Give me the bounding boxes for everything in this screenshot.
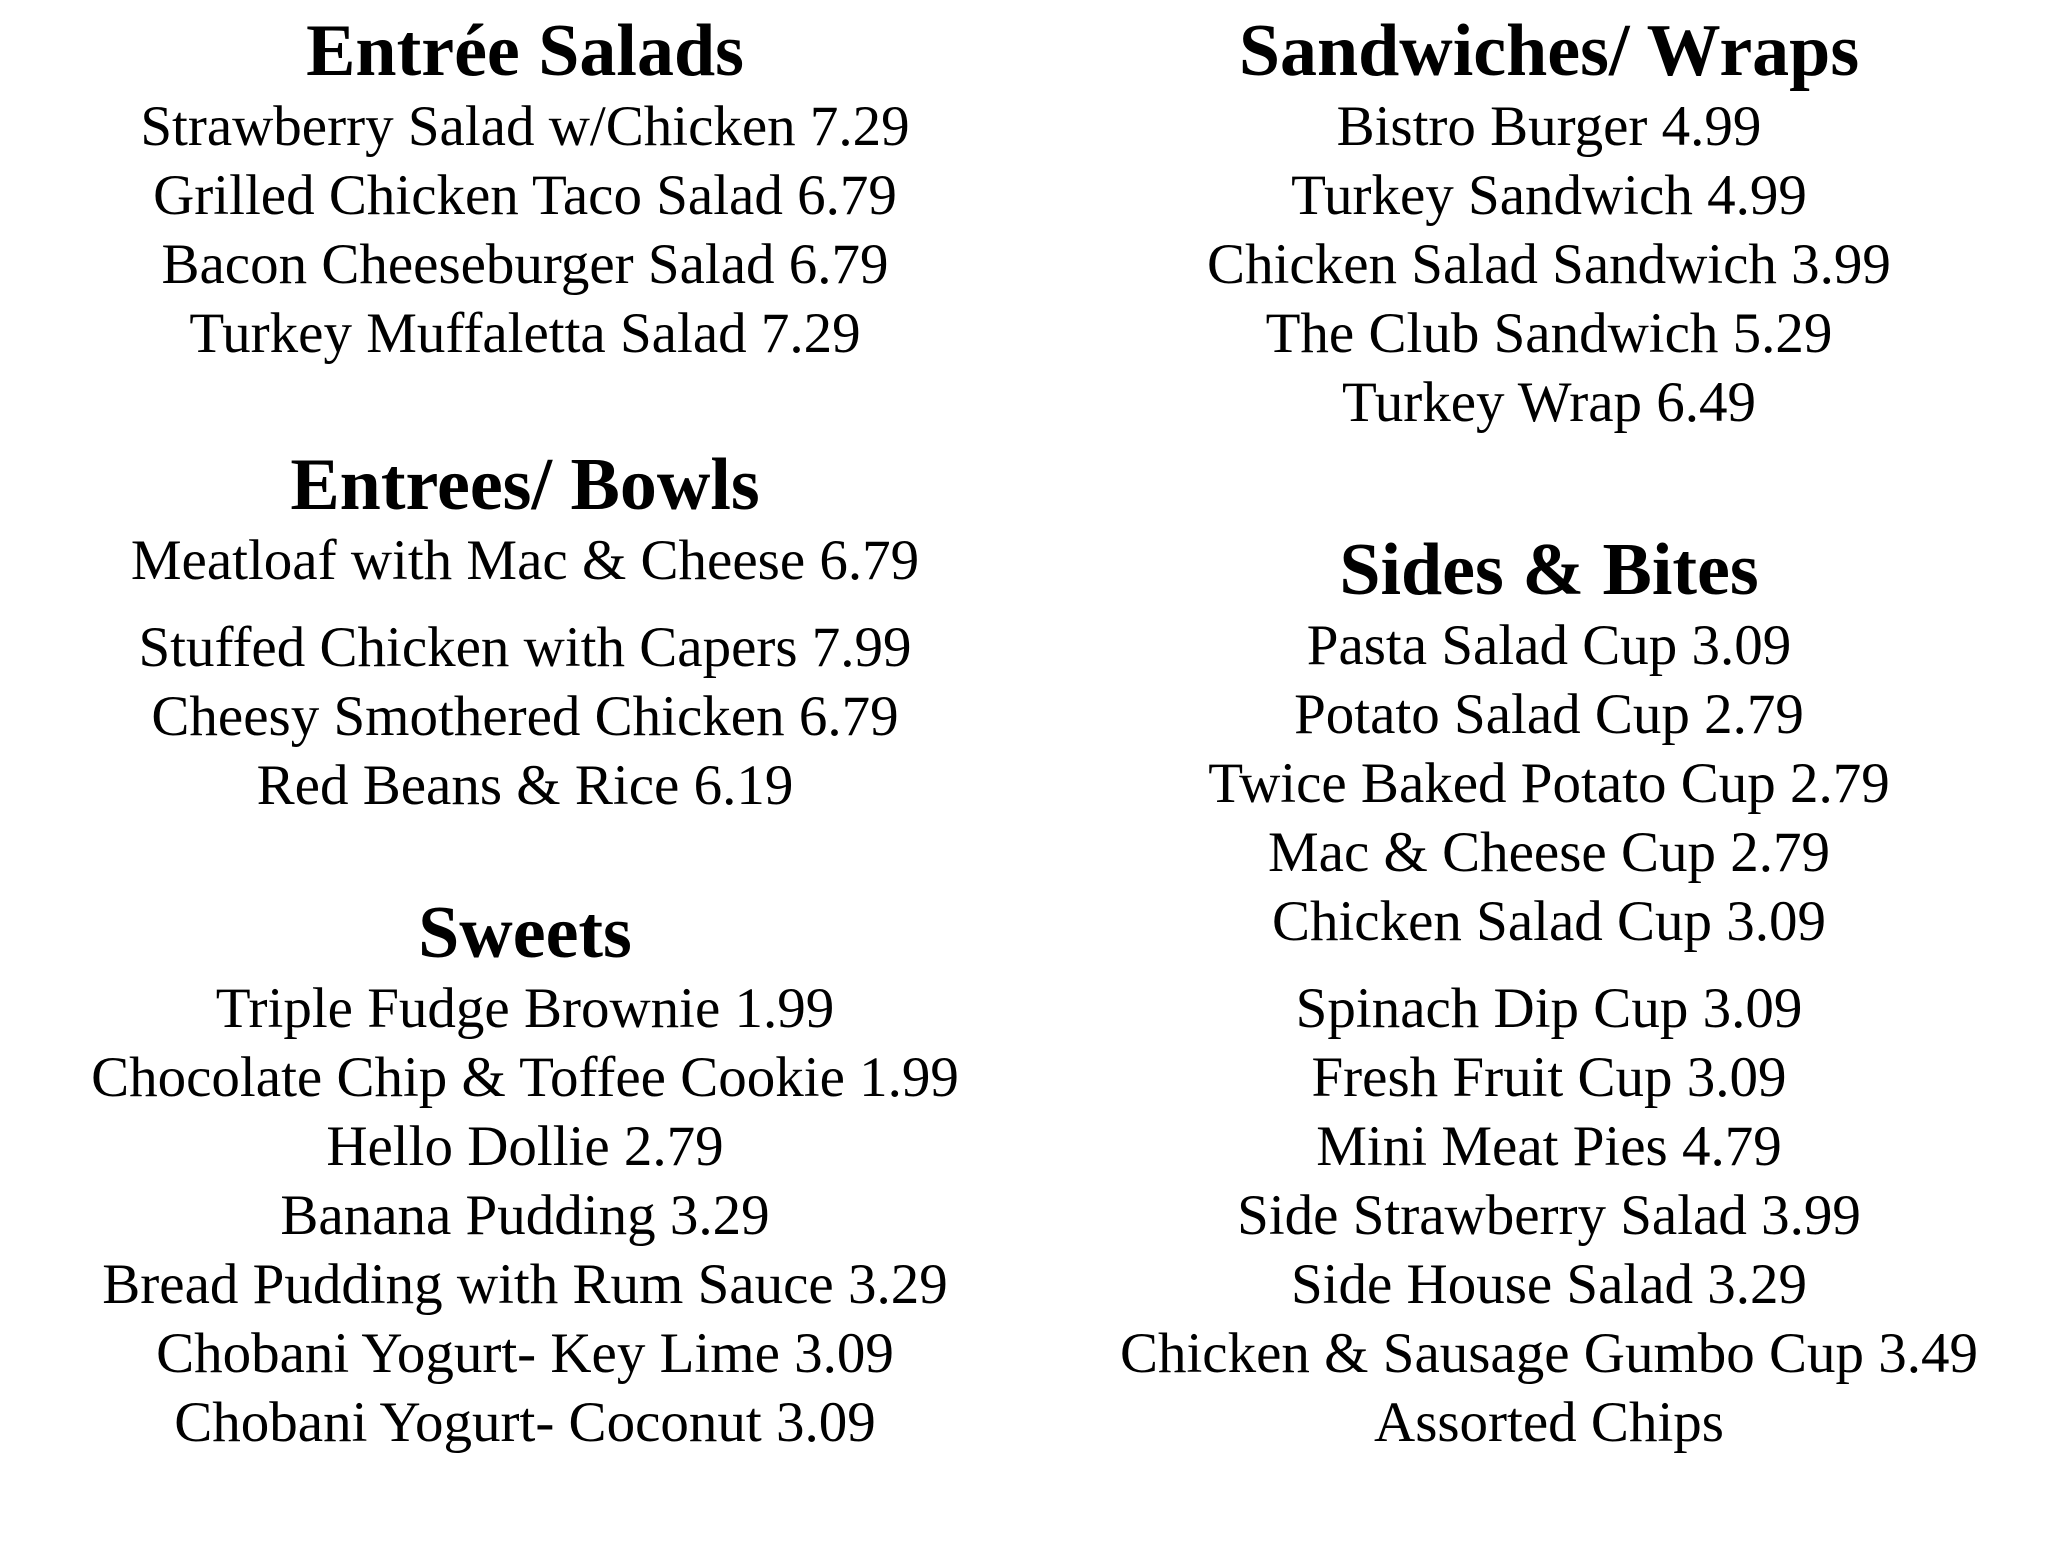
section-heading: Entrees/ Bowls <box>290 444 760 526</box>
menu-item: Chicken Salad Sandwich 3.99 <box>1207 233 1891 296</box>
menu-item: Turkey Wrap 6.49 <box>1341 371 1757 434</box>
menu-item: Mini Meat Pies 4.79 <box>1316 1115 1782 1178</box>
menu-item: Fresh Fruit Cup 3.09 <box>1311 1046 1787 1109</box>
item-list <box>1050 611 2048 1457</box>
menu-item: Bread Pudding with Rum Sauce 3.29 <box>102 1253 948 1316</box>
menu-item: Spinach Dip Cup 3.09 <box>1295 977 1803 1040</box>
menu-item: The Club Sandwich 5.29 <box>1265 302 1833 365</box>
menu-item: Stuffed Chicken with Capers 7.99 <box>138 616 912 679</box>
menu-item: Bistro Burger 4.99 <box>1336 95 1762 158</box>
menu-item: Strawberry Salad w/Chicken 7.29 <box>140 95 910 158</box>
menu-item: Turkey Sandwich 4.99 <box>1291 164 1807 227</box>
menu-item: Grilled Chicken Taco Salad 6.79 <box>153 164 897 227</box>
item-list <box>1050 92 2048 437</box>
item-list <box>0 92 1050 368</box>
menu-item: Red Beans & Rice 6.19 <box>256 754 794 817</box>
menu-item: Chocolate Chip & Toffee Cookie 1.99 <box>91 1046 959 1109</box>
menu-item: Potato Salad Cup 2.79 <box>1294 683 1804 746</box>
menu-item: Mac & Cheese Cup 2.79 <box>1268 821 1830 884</box>
menu-item: Bacon Cheeseburger Salad 6.79 <box>161 233 889 296</box>
section-sandwiches-wraps <box>1050 10 2048 437</box>
menu-item: Banana Pudding 3.29 <box>280 1184 770 1247</box>
section-heading: Sandwiches/ Wraps <box>1238 10 1860 92</box>
item-list <box>0 974 1050 1457</box>
item-list <box>0 526 1050 820</box>
menu-item: Side Strawberry Salad 3.99 <box>1237 1184 1861 1247</box>
menu-item: Meatloaf with Mac & Cheese 6.79 <box>130 529 920 592</box>
menu-item: Chobani Yogurt- Coconut 3.09 <box>174 1391 876 1454</box>
menu-item: Chicken Salad Cup 3.09 <box>1271 890 1827 953</box>
menu-item: Chicken & Sausage Gumbo Cup 3.49 <box>1119 1322 1979 1385</box>
menu-item: Pasta Salad Cup 3.09 <box>1306 614 1792 677</box>
menu-item: Triple Fudge Brownie 1.99 <box>215 977 835 1040</box>
section-heading: Sweets <box>418 892 632 974</box>
menu-item: Turkey Muffaletta Salad 7.29 <box>189 302 861 365</box>
section-sides-bites <box>1050 529 2048 1457</box>
section-entrees-bowls <box>0 444 1050 820</box>
menu-item: Cheesy Smothered Chicken 6.79 <box>151 685 899 748</box>
menu-item: Side House Salad 3.29 <box>1290 1253 1808 1316</box>
section-sweets <box>0 892 1050 1457</box>
menu-item: Assorted Chips <box>1374 1391 1724 1454</box>
section-entree-salads <box>0 10 1050 368</box>
section-heading: Entrée Salads <box>306 10 744 92</box>
menu-item: Chobani Yogurt- Key Lime 3.09 <box>156 1322 894 1385</box>
menu-item: Twice Baked Potato Cup 2.79 <box>1208 752 1890 815</box>
menu-item: Hello Dollie 2.79 <box>326 1115 724 1178</box>
section-heading: Sides & Bites <box>1339 529 1759 611</box>
